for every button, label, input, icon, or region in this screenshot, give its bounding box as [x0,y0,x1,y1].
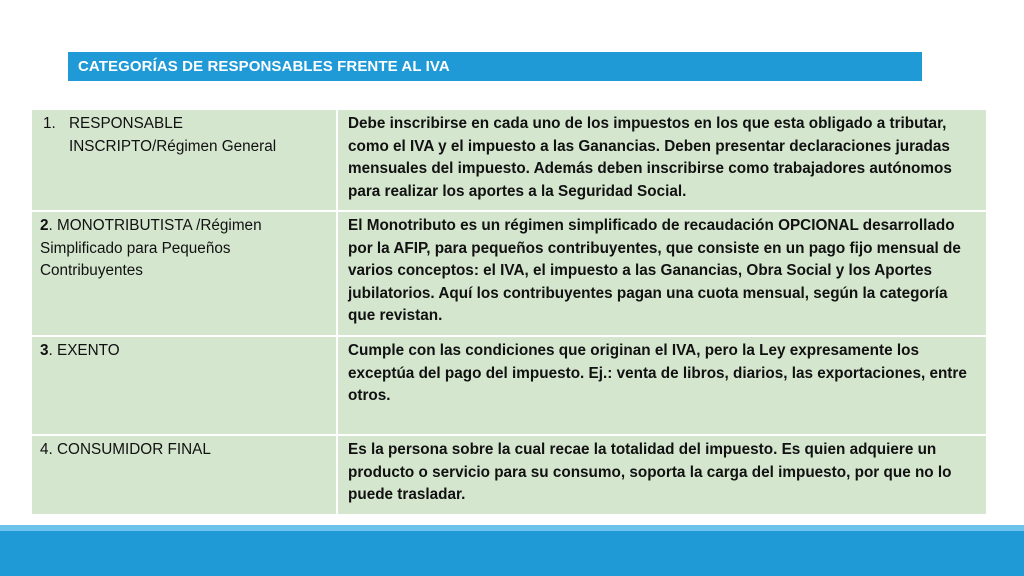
categories-table [30,108,988,516]
category-number: 3 [40,342,49,359]
table-row [31,109,987,211]
category-description: Debe inscribirse en cada uno de los impuestos en los que esta obligado a tributar, como el IVA y el impuesto a las Ganancias. Deben presentar declaraciones juradas mensuales del impuesto. Además deben inscribirse como trabajadores autónomos para realizar los aportes a la Seguridad Social. [337,109,987,211]
category-description: El Monotributo es un régimen simplificado de recaudación OPCIONAL desarrollado por la AFIP, para pequeños contribuyentes, que consiste en un pago fijo mensual de varios conceptos: el IVA, el impuesto a las Ganancias, Obra Social y los Aportes jubilatorios. Aquí los contribuyentes pagan una cuota mensual, según la categoría que revistan. [337,211,987,336]
category-label: . EXENTO [48,342,120,359]
category-label-cell [31,336,337,435]
category-number: 1. [43,115,56,132]
slide-title: CATEGORÍAS DE RESPONSABLES FRENTE AL IVA [68,52,922,81]
category-label: . MONOTRIBUTISTA /Régimen Simplificado para Pequeños Contribuyentes [40,217,262,279]
table-row [31,211,987,336]
category-label: RESPONSABLE INSCRIPTO/Régimen General [69,115,277,155]
category-description: Es la persona sobre la cual recae la totalidad del impuesto. Es quien adquiere un producto o servicio para su consumo, soporta la carga del impuesto, por que no lo puede trasladar. [337,435,987,515]
category-number: 4 [40,441,49,458]
category-description: Cumple con las condiciones que originan el IVA, pero la Ley expresamente los exceptúa del pago del impuesto. Ej.: venta de libros, diarios, las exportaciones, entre otros. [337,336,987,435]
table-row [31,435,987,515]
category-label-cell [31,109,337,211]
category-label: . CONSUMIDOR FINAL [48,441,211,458]
category-label-cell [31,435,337,515]
category-number: 2 [40,217,49,234]
footer-bar [0,531,1024,576]
table-row [31,336,987,435]
category-label-cell [31,211,337,336]
